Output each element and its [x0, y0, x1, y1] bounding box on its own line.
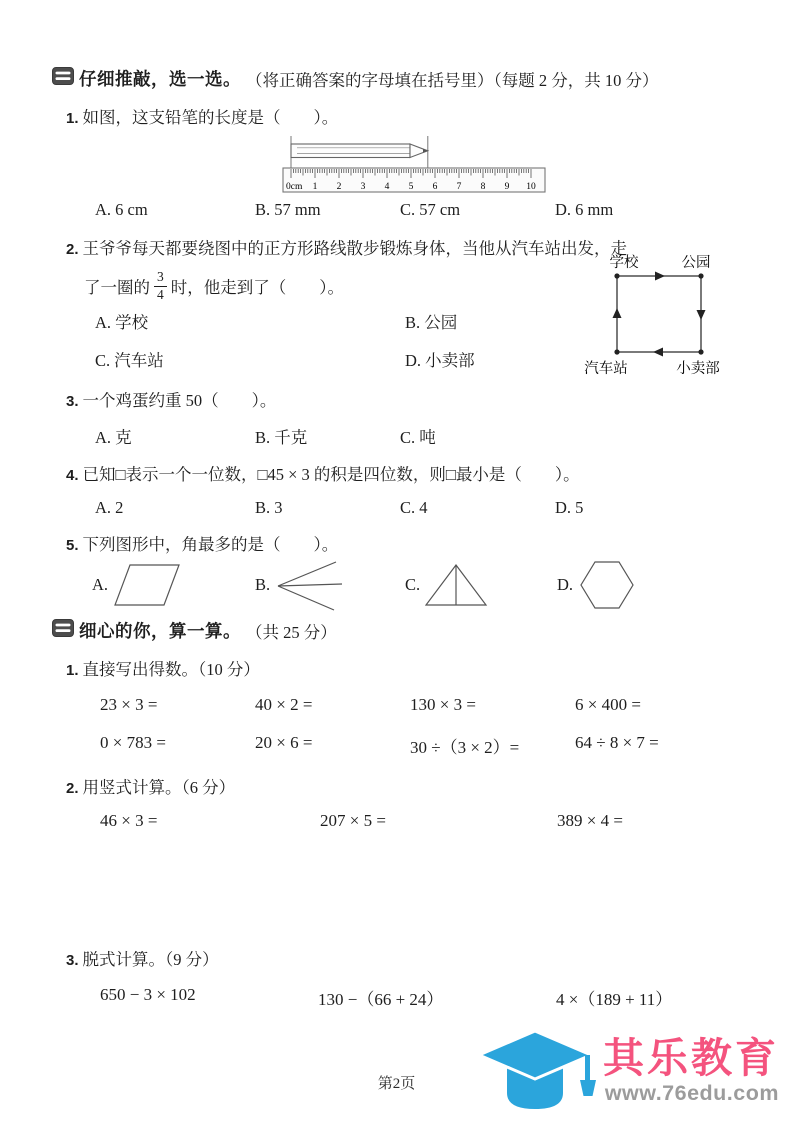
- subsection-1-label: [66, 656, 747, 680]
- option-d: D. 小卖部: [405, 351, 475, 370]
- brand-name: 其乐教育: [603, 1035, 779, 1081]
- expression: 6 × 400 =: [575, 695, 641, 714]
- square-path-diagram: [572, 252, 750, 380]
- vertical-calc-row: [100, 811, 747, 831]
- section2-title: 细心的你，算一算。: [79, 621, 241, 641]
- expression: 130 −（66 + 24）: [318, 990, 444, 1009]
- arrow-up-icon: [613, 308, 622, 318]
- question-1-text: 如图，这支铅笔的长度是（ ）。: [82, 108, 339, 127]
- section1-title: 仔细推敲，选一选。: [79, 69, 241, 89]
- svg-text:3: 3: [360, 182, 366, 192]
- option-b: B. 千克: [255, 428, 308, 447]
- svg-text:9: 9: [504, 182, 510, 192]
- shape-label-d: D.: [557, 575, 574, 594]
- question-1-number: 1.: [66, 110, 79, 127]
- expression: 130 × 3 =: [410, 695, 476, 714]
- option-b: B. 公园: [405, 313, 458, 332]
- svg-text:7: 7: [456, 182, 462, 192]
- question-1: [66, 104, 747, 128]
- question-2-text-line1: 王爷爷每天都要绕图中的正方形路线散步锻炼身体，当他从汽车站出发，走: [82, 239, 628, 258]
- svg-text:6: 6: [432, 182, 438, 192]
- question-2-number: 2.: [66, 241, 79, 258]
- expression: 20 × 6 =: [255, 733, 313, 752]
- svg-text:8: 8: [480, 182, 486, 192]
- question-3-text: 一个鸡蛋约重 50（ ）。: [82, 391, 277, 410]
- step-calc-row: [100, 985, 747, 1010]
- subsection-3-label: [66, 946, 747, 970]
- subsection-2-text: 用竖式计算。（6 分）: [82, 778, 236, 797]
- svg-text:0cm: 0cm: [286, 182, 303, 192]
- expression: 0 × 783 =: [100, 733, 166, 752]
- section2-note: （共 25 分）: [246, 622, 337, 642]
- expression: 207 × 5 =: [320, 811, 386, 830]
- question-3-options: [95, 424, 747, 448]
- triangle-with-median-icon: [425, 562, 489, 608]
- shape-option-a: [92, 559, 255, 611]
- brand-text-block: [603, 1029, 779, 1106]
- shape-option-d: [557, 559, 747, 611]
- subsection-3-number: 3.: [66, 952, 79, 969]
- question-4-options: [95, 498, 747, 518]
- brand-website: www.76edu.com: [604, 1081, 779, 1106]
- pencil-ruler-figure: [281, 134, 747, 196]
- option-b: B. 3: [255, 498, 283, 517]
- question-5-text: 下列图形中，角最多的是（ ）。: [82, 535, 339, 554]
- vertical-calc-workspace: [52, 831, 747, 933]
- subsection-2-number: 2.: [66, 780, 79, 797]
- expression: 23 × 3 =: [100, 695, 158, 714]
- option-c: C. 4: [400, 498, 428, 517]
- section1-header: [52, 66, 747, 91]
- direct-calc-row-2: [100, 733, 747, 758]
- parallelogram-icon: [113, 562, 183, 608]
- question-3-number: 3.: [66, 393, 79, 410]
- question-5-shape-options: [92, 559, 747, 611]
- question-4-text: 已知□表示一个一位数，□45 × 3 的积是四位数，则□最小是（ ）。: [82, 465, 580, 484]
- question-4: [66, 461, 747, 485]
- subsection-3-text: 脱式计算。（9 分）: [82, 950, 219, 969]
- option-c: C. 汽车站: [95, 351, 164, 370]
- subsection-1-text: 直接写出得数。（10 分）: [82, 660, 260, 679]
- brand-logo: [477, 1029, 779, 1126]
- expression: 64 ÷ 8 × 7 =: [575, 733, 659, 752]
- svg-text:2: 2: [336, 182, 342, 192]
- book-icon: [52, 67, 74, 90]
- subsection-2-label: [66, 774, 747, 798]
- expression: 46 × 3 =: [100, 811, 158, 830]
- option-c: C. 吨: [400, 428, 436, 447]
- question-2-line2-post: 时，他走到了（ ）。: [170, 278, 344, 297]
- question-3: [66, 387, 747, 411]
- option-d: D. 5: [555, 498, 584, 517]
- pencil-illustration: [291, 144, 428, 158]
- question-4-number: 4.: [66, 467, 79, 484]
- diagram-label-school: 学校: [609, 255, 639, 271]
- expression: 40 × 2 =: [255, 695, 313, 714]
- svg-text:1: 1: [312, 182, 318, 192]
- ruler-illustration: [283, 168, 545, 192]
- direct-calc-row-1: [100, 695, 747, 715]
- subsection-1-number: 1.: [66, 662, 79, 679]
- shape-option-b: [255, 559, 405, 611]
- question-5-number: 5.: [66, 537, 79, 554]
- arrow-left-icon: [653, 348, 663, 357]
- arrow-down-icon: [697, 310, 706, 320]
- fraction-three-fourths: $\frac{3}{4}$: [154, 270, 167, 303]
- book-icon: [52, 619, 74, 642]
- diagram-label-park: 公园: [681, 255, 711, 271]
- question-1-options: [95, 200, 747, 220]
- svg-text:5: 5: [408, 182, 414, 192]
- graduation-cap-icon: [477, 1029, 599, 1126]
- option-d: D. 6 mm: [555, 200, 614, 219]
- expression: 389 × 4 =: [557, 811, 623, 830]
- diagram-label-shop: 小卖部: [676, 361, 720, 377]
- shape-label-c: C.: [405, 575, 421, 594]
- option-c: C. 57 cm: [400, 200, 461, 219]
- three-rays-icon: [275, 559, 345, 611]
- svg-text:4: 4: [384, 182, 390, 192]
- question-5: [66, 531, 747, 555]
- shape-option-c: [405, 559, 557, 611]
- expression: 4 ×（189 + 11）: [556, 990, 673, 1009]
- section2-header: [52, 618, 747, 643]
- expression: 650 − 3 × 102: [100, 985, 196, 1004]
- option-a: A. 2: [95, 498, 124, 517]
- option-a: A. 克: [95, 428, 132, 447]
- page-number: 第2页: [377, 1076, 416, 1092]
- option-b: B. 57 mm: [255, 200, 321, 219]
- section1-note: （将正确答案的字母填在括号里）（每题 2 分，共 10 分）: [246, 70, 659, 90]
- shape-label-b: B.: [255, 575, 271, 594]
- option-a: A. 学校: [95, 313, 149, 332]
- hexagon-icon: [578, 559, 636, 611]
- question-2-line2-pre: 了一圈的: [84, 278, 150, 297]
- diagram-label-bus-station: 汽车站: [584, 361, 628, 377]
- svg-text:10: 10: [526, 182, 536, 192]
- expression: 30 ÷（3 × 2）=: [410, 738, 520, 757]
- arrow-right-icon: [655, 272, 665, 281]
- option-a: A. 6 cm: [95, 200, 148, 219]
- shape-label-a: A.: [92, 575, 109, 594]
